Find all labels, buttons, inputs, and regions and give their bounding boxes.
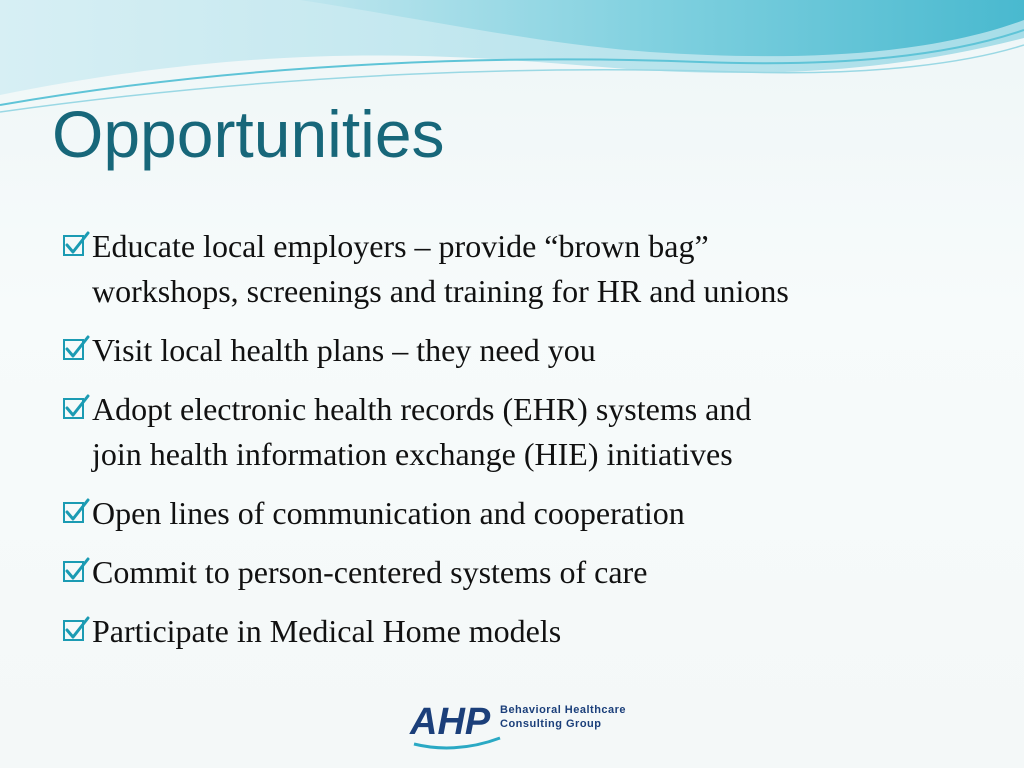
bullet-line: join health information exchange (HIE) initiatives	[92, 436, 733, 472]
bullet-line: Adopt electronic health records (EHR) systems and	[92, 391, 752, 427]
bullet-item	[62, 328, 982, 373]
bullet-line: Commit to person-centered systems of care	[92, 554, 648, 590]
bullet-text	[92, 224, 789, 314]
bullet-item	[62, 609, 982, 654]
checkbox-check-icon	[62, 391, 92, 427]
bullet-text	[92, 609, 561, 654]
logo-mark-text: AHP	[410, 701, 491, 743]
logo-line-1: Behavioral Healthcare	[500, 704, 627, 716]
bullet-text	[92, 491, 685, 536]
bullet-item	[62, 550, 982, 595]
bullet-text	[92, 328, 596, 373]
bullet-text	[92, 550, 647, 595]
bullet-line: workshops, screenings and training for HR and unions	[92, 273, 789, 309]
bullet-line: Visit local health plans – they need you	[92, 332, 596, 368]
bullet-line: Educate local employers – provide “brown bag”	[92, 228, 709, 264]
bullet-line: Open lines of communication and cooperation	[92, 495, 685, 531]
slide-title: Opportunities	[52, 97, 445, 171]
logo-line-2: Consulting Group	[500, 718, 602, 730]
bullet-line: Participate in Medical Home models	[92, 613, 562, 649]
bullet-item	[62, 491, 982, 536]
checkbox-check-icon	[62, 228, 92, 264]
company-logo	[408, 694, 658, 752]
bullet-list	[62, 224, 982, 668]
checkbox-check-icon	[62, 613, 92, 649]
checkbox-check-icon	[62, 495, 92, 531]
bullet-item	[62, 224, 982, 314]
bullet-item	[62, 387, 982, 477]
checkbox-check-icon	[62, 332, 92, 368]
checkbox-check-icon	[62, 554, 92, 590]
bullet-text	[92, 387, 751, 477]
ahp-logo-icon	[408, 694, 508, 752]
